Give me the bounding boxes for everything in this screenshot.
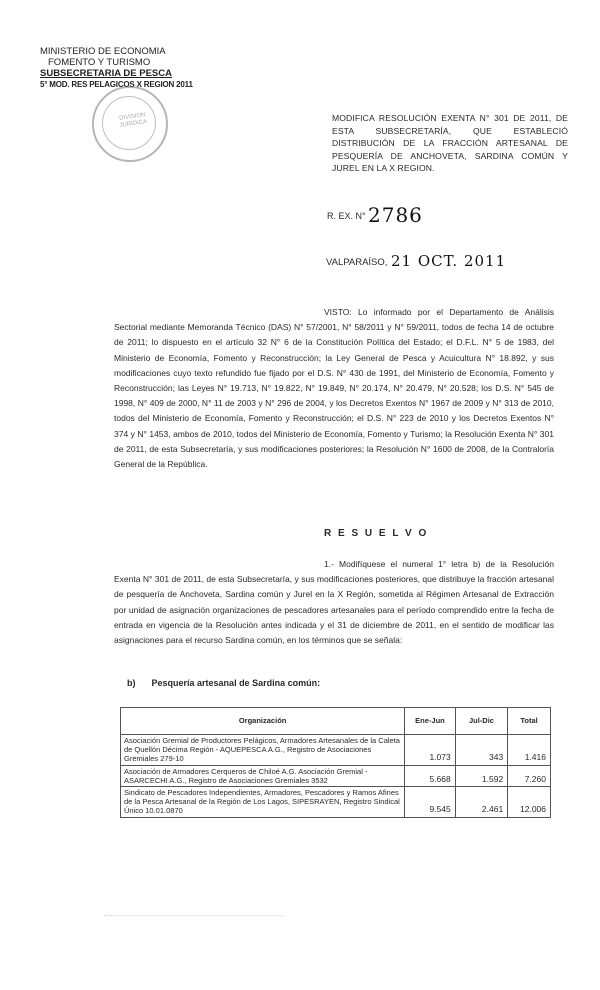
stamp-text: DIVISION JURIDICA <box>118 112 148 129</box>
section-title: Pesquería artesanal de Sardina común: <box>151 678 321 688</box>
place: VALPARAÍSO, <box>326 257 388 268</box>
col-header-total: Total <box>508 708 551 735</box>
col-header-ene-jun: Ene-Jun <box>405 708 456 735</box>
ene-jun-value: 9.545 <box>405 787 456 818</box>
scan-artifact-line <box>104 915 284 924</box>
table-header-row <box>121 708 551 735</box>
official-stamp <box>92 86 168 162</box>
resolution-subject: MODIFICA RESOLUCIÓN EXENTA N° 301 DE 2011, DE ESTA SUBSECRETARÍA, QUE ESTABLECIÓ DISTRIBUCIÓN DE LA FRACCIÓN ARTESANAL DE PESQUERÍA DE ANCHOVETA, SARDINA COMÚN Y JUREL EN LA X REGION. <box>332 113 568 174</box>
resolution-label: R. EX. N° <box>327 211 366 221</box>
jul-dic-value: 1.592 <box>455 765 507 786</box>
ene-jun-value: 5.668 <box>405 765 456 786</box>
jul-dic-value: 2.461 <box>455 787 507 818</box>
ministry-subtitle: FOMENTO Y TURISMO <box>48 57 151 68</box>
section-letter: b) <box>127 678 136 688</box>
col-header-jul-dic: Jul-Dic <box>455 708 507 735</box>
col-header-organization: Organización <box>121 708 405 735</box>
org-name: Asociación de Armadores Cerqueros de Chiloé A.G. Asociación Gremial - ASARCECHI A.G., Registro de Asociaciones Gremiales 3532 <box>121 765 405 786</box>
table-row <box>121 765 551 786</box>
total-value: 1.416 <box>508 735 551 766</box>
date-stamp: 21 OCT. 2011 <box>391 252 507 270</box>
jul-dic-value: 343 <box>455 735 507 766</box>
ministry-name: MINISTERIO DE ECONOMIA <box>40 46 166 57</box>
table-row <box>121 787 551 818</box>
resolution-number: 2786 <box>368 203 423 227</box>
visto-paragraph: VISTO: Lo informado por el Departamento de Análisis Sectorial mediante Memoranda Técnico (DAS) N° 57/2001, N° 58/2011 y N° 59/2011, todos de fecha 14 de octubre de 2011; lo dispuesto en el artículo 32 N° 6 de la Constitución Política del Estado; el D.F.L. N° 5 de 1983, del Ministerio de Economía, Fomento y Reconstrucción; la Ley General de Pesca y Acuicultura N° 18.892, y sus modificaciones cuyo texto refundido fue fijado por el D.S. N° 430 de 1991, del Ministerio de Economía, Fomento y Reconstrucción; las Leyes N° 19.713, N° 19.822, N° 19.849, N° 20.174, N° 20.479, N° 20.528; los D.S. N° 545 de 1998, N° 409 de 2000, N° 11 de 2003 y N° 296 de 2004, y los Decretos Exentos N° 1967 de 2009 y N° 313 de 2010, todos del Ministerio de Economía, Fomento y Reconstrucción; el D.S. N° 223 de 2010 y los Decretos Exentos N° 374 y N° 1453, ambos de 2010, todos del Ministerio de Economía, Fomento y Turismo; la Resolución Exenta N° 301 de 2011, de esta Subsecretaría, y sus modificaciones posteriores; la Resolución N° 1600 de 2008, de la Contraloría General de la República. <box>114 307 554 470</box>
resuelvo-heading: R E S U E L V O <box>324 528 429 539</box>
allocation-table <box>120 707 551 818</box>
article-1-paragraph: 1.- Modifíquese el numeral 1° letra b) de la Resolución Exenta N° 301 de 2011, de esta Subsecretaría, y sus modificaciones posteriores, que distribuye la fracción artesanal de pesquería de Anchoveta, Sardina común y Jurel en la X Región, sometida al Régimen Artesanal de Extracción por unidad de asignación organizaciones de pescadores artesanales para el período comprendido entre la fecha de entrada en vigencia de la Resolución antes indicada y el 31 de diciembre de 2011, en el sentido de modificar las asignaciones para el recurso Sardina común, en los términos que se señala: <box>114 559 554 646</box>
document-reference: 5° MOD. RES PELAGICOS X REGION 2011 <box>40 80 193 89</box>
table-row <box>121 735 551 766</box>
total-value: 7.260 <box>508 765 551 786</box>
section-heading <box>127 678 320 688</box>
org-name: Sindicato de Pescadores Independientes, Armadores, Pescadores y Ramos Afines de la Pesca Artesanal de la Región de Los Lagos, SIPESRAYEN, Registro Sindical Único 10.01.0870 <box>121 787 405 818</box>
org-name: Asociación Gremial de Productores Pelágicos, Armadores Artesanales de la Caleta de Quellón Décima Región - AQUEPESCA A.G., Registro de Asociaciones Gremiales 279-10 <box>121 735 405 766</box>
subsecretaria-name: SUBSECRETARIA DE PESCA <box>40 68 172 79</box>
letterhead <box>40 46 220 90</box>
total-value: 12.006 <box>508 787 551 818</box>
ene-jun-value: 1.073 <box>405 735 456 766</box>
